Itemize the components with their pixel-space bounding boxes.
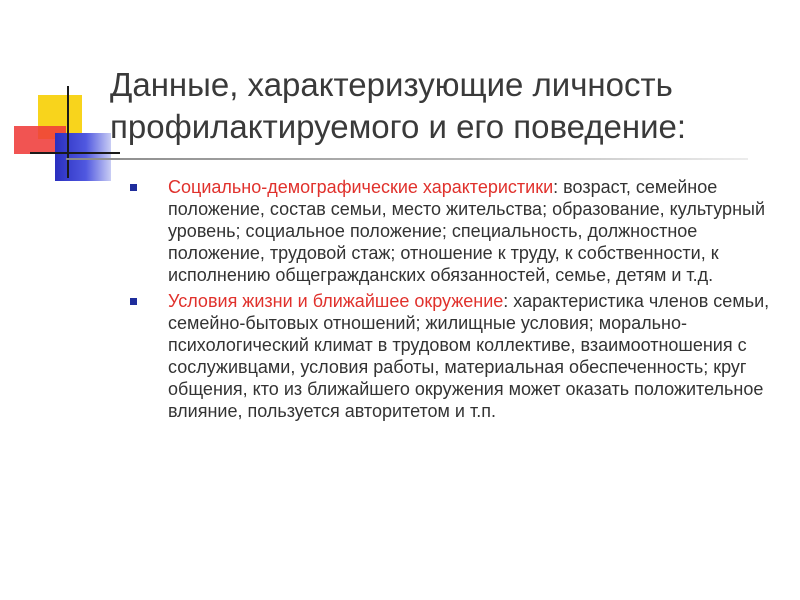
horizontal-line (30, 152, 120, 154)
item-highlight: Социально-демографические характеристики (168, 177, 554, 197)
slide-title: Данные, характеризующие личность профилактируемого и его поведение: (110, 66, 687, 145)
list-item-demographics (132, 176, 784, 286)
item-highlight: Условия жизни и ближайшее окружение (168, 291, 504, 311)
square-bullet-icon (130, 184, 137, 191)
item-text: : характеристика членов семьи, семейно-бытовых отношений; жилищные условия; морально-психологический климат в трудовом коллективе, взаимоотношения с сослуживцами, условия работы, материальная обеспеченность; круг общения, кто из ближайшего окружения может оказать положительное влияние, пользуется авторитетом и т.п. (168, 291, 770, 421)
title-divider (66, 158, 748, 160)
vertical-line (67, 86, 69, 178)
list-item-living-conditions (132, 290, 784, 422)
decorative-squares (0, 0, 120, 190)
bullet-list (132, 176, 784, 426)
blue-square (55, 133, 111, 181)
square-bullet-icon (130, 298, 137, 305)
item-text: : возраст, семейное положение, состав семьи, место жительства; образование, культурный уровень; социальное положение; специальность, должностное положение, трудовой стаж; отношение к труду, к собственности, к исполнению общегражданских обязанностей, семье, детям и т.д. (168, 177, 765, 285)
